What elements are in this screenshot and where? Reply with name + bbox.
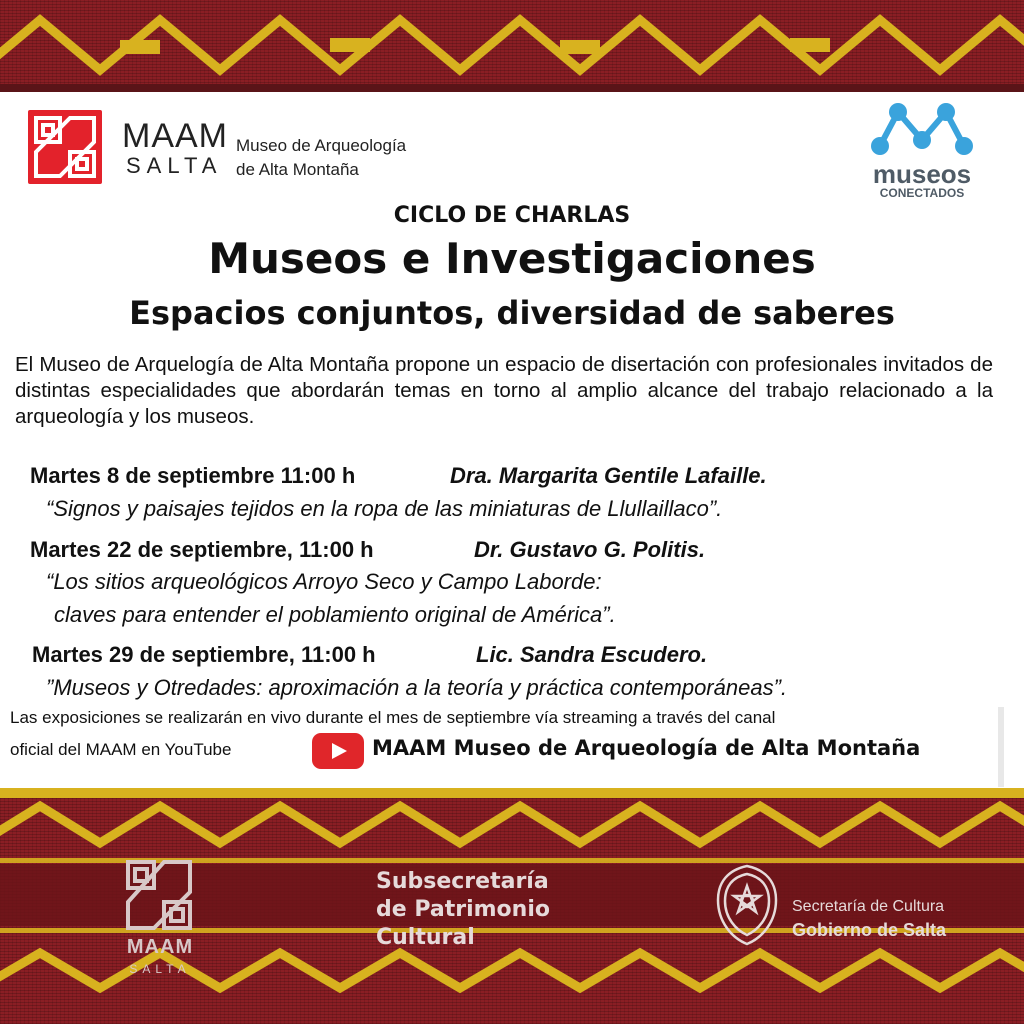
footer-maam-city: SALTA — [129, 962, 191, 976]
museos-conectados-logo-icon — [866, 100, 978, 162]
streaming-note-line2: oficial del MAAM en YouTube — [10, 740, 232, 759]
talk-3-date: Martes 29 de septiembre, 11:00 h — [32, 642, 376, 667]
talk-1-date: Martes 8 de septiembre 11:00 h — [30, 463, 356, 488]
talk-2-date: Martes 22 de septiembre, 11:00 h — [30, 537, 374, 562]
maam-full-name-line2: de Alta Montaña — [236, 160, 359, 179]
kicker: CICLO DE CHARLAS — [393, 203, 631, 228]
footer-maam-name: MAAM — [126, 936, 194, 958]
talk-3-title: ”Museos y Otredades: aproximación a la teoría y práctica contemporáneas”. — [46, 675, 788, 700]
talk-1-title: “Signos y paisajes tejidos en la ropa de las miniaturas de Llullaillaco”. — [46, 496, 723, 521]
talk-2-speaker: Dr. Gustavo G. Politis. — [474, 537, 706, 562]
footer-subsecretaria-line3: Cultural — [376, 925, 475, 950]
maam-full-name-line1: Museo de Arqueología — [236, 136, 407, 155]
footer-maam-logo-icon — [124, 858, 194, 932]
maam-logo-icon — [28, 110, 102, 184]
maam-name: MAAM — [122, 117, 228, 155]
talk-2-title-line1: “Los sitios arqueológicos Arroyo Seco y Campo Laborde: — [46, 569, 602, 594]
footer-secretaria-line1: Secretaría de Cultura — [792, 898, 945, 915]
museos-conectados-sub: CONECTADOS — [879, 186, 965, 200]
museos-conectados-word: museos — [872, 159, 972, 189]
streaming-note-line1: Las exposiciones se realizarán en vivo durante el mes de septiembre vía streaming a través del canal — [10, 708, 776, 727]
youtube-icon[interactable] — [312, 733, 364, 769]
textile-band-top — [0, 0, 1024, 92]
page-subtitle: Espacios conjuntos, diversidad de saberes — [129, 294, 895, 332]
page-title: Museos e Investigaciones — [208, 234, 816, 283]
footer-secretaria-line2: Gobierno de Salta — [792, 920, 947, 940]
salta-seal-icon — [714, 862, 780, 948]
youtube-channel-name[interactable]: MAAM Museo de Arqueología de Alta Montaña — [372, 736, 921, 760]
talk-2-title-line2: claves para entender el poblamiento original de América”. — [54, 602, 616, 627]
footer-subsecretaria-line2: de Patrimonio — [376, 897, 550, 922]
footer-subsecretaria-line1: Subsecretaría — [376, 869, 549, 894]
talk-3-speaker: Lic. Sandra Escudero. — [476, 642, 708, 667]
talk-1-speaker: Dra. Margarita Gentile Lafaille. — [450, 463, 767, 488]
intro-paragraph: El Museo de Arquelogía de Alta Montaña propone un espacio de disertación con profesionales invitados de distintas especialidades que abordarán temas en torno al amplio alcance del trabajo relacionado a la arqueología y los museos. — [15, 353, 993, 428]
maam-city: SALTA — [126, 153, 223, 178]
